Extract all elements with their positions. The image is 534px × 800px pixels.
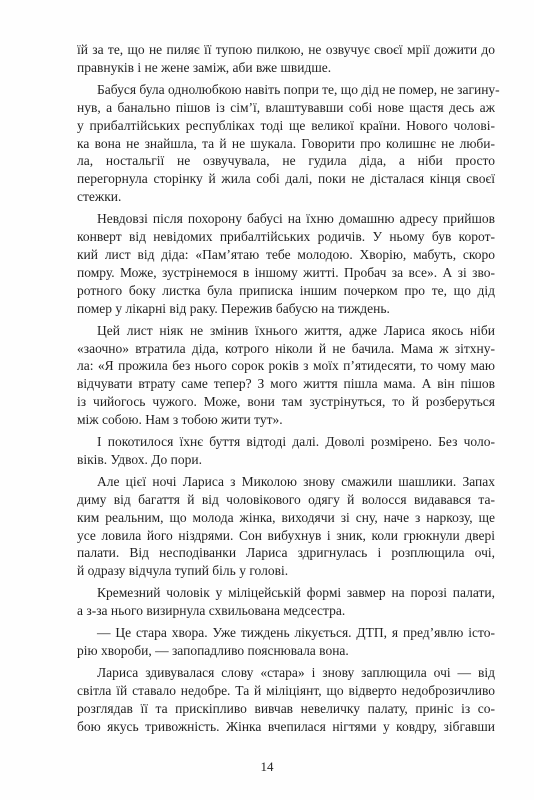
paragraph — [77, 41, 495, 77]
text-line: палати. Від несподіванки Лариса здригнулась і розплющила очі, — [77, 545, 495, 561]
paragraph — [77, 81, 500, 206]
text-line: помер у лікарні від раку. Пережив бабусю на тиждень. — [77, 300, 390, 316]
text-line: Але цієї ночі Лариса з Миколою знову смажили шашлики. Запах — [97, 473, 495, 489]
text-line: правнуків і не жене заміж, аби вже швидше. — [77, 59, 332, 75]
text-line: ла: «Я прожила без нього сорок років з моїх п’ятидесяти, то чому маю — [77, 358, 495, 374]
paragraph — [77, 624, 495, 660]
text-line: ла, ностальгії не озвучувала, не гудила діда, а ніби просто — [77, 153, 495, 169]
text-line: світла їй ставало недобре. Та й міліціянт, що відверто недоброзичливо — [77, 682, 495, 698]
text-line: диму від багаття й від чоловікового одягу й волосся видавався та- — [77, 491, 495, 507]
body-text — [77, 41, 500, 736]
paragraph — [77, 322, 495, 429]
text-line: Цей лист ніяк не змінив їхнього життя, адже Лариса якось ніби — [97, 322, 495, 338]
text-line: «заочно» втратила діда, котрого ніколи й не бачила. Мама ж зітхну- — [77, 340, 495, 356]
text-line: між собою. Нам з тобою жити тут». — [77, 412, 283, 428]
text-line: І покотилося їхнє буття відтоді далі. Доволі розмірено. Без чоло- — [97, 434, 495, 450]
text-line: Кремезний чоловік у міліцейській формі завмер на порозі палати, — [97, 585, 495, 601]
text-line: конверт від невідомих прибалтійських родичів. У ньому був корот- — [77, 229, 495, 245]
text-line: перегорнула сторінку й жила собі далі, поки не дісталася кінця своєї — [77, 171, 495, 187]
text-line: ротного боку листка була приписка іншим почерком про те, що дід — [77, 282, 495, 298]
text-line: бою якусь тривожність. Жінка вчепилася нігтями у ковдру, зібгавши — [77, 718, 495, 734]
text-line: віків. Удвох. До пори. — [77, 451, 202, 467]
paragraph — [77, 584, 495, 620]
paragraph — [77, 473, 495, 580]
text-line: — Це стара хвора. Уже тиждень лікується. ДТП, я пред’явлю істо- — [97, 625, 495, 641]
text-line: із чийогось чужого. Може, вони там зустрінуться, то й розберуться — [77, 394, 495, 410]
text-line: кий лист від діда: «Пам’ятаю тебе молодою. Хворію, мабуть, скоро — [77, 246, 495, 262]
text-line: розглядав її та прискіпливо вивчав невеличку палату, приніс із со- — [77, 700, 495, 716]
text-line: Бабуся була однолюбкою навіть попри те, що дід не помер, не загину- — [97, 81, 500, 97]
text-line: й одразу відчула тупий біль у голові. — [77, 563, 289, 579]
paragraph — [77, 433, 495, 469]
text-line: Лариса здивувалася слову «стара» і знову заплющила очі — від — [97, 664, 495, 680]
text-line: стежки. — [77, 189, 122, 205]
text-line: а з-за нього визирнула схвильована медсестра. — [77, 603, 346, 619]
text-line: ка вона не знайшла, та й не шукала. Говорити про колишнє не люби- — [77, 135, 495, 151]
paragraph — [77, 664, 495, 736]
text-line: рію хвороби, — запопадливо пояснювала вона. — [77, 643, 349, 658]
text-line: усе ловила його ніздрями. Сон вибухнув і зник, коли грюкнули двері — [77, 527, 495, 543]
page-number: 14 — [260, 759, 274, 774]
text-line: відчувати втрату саме тепер? З мого життя пішла мама. А він пішов — [77, 376, 495, 392]
text-line: помру. Може, зустрінемося в іншому житті. Пробач за все». А зі зво- — [77, 264, 495, 280]
text-line: ким реальним, що молода жінка, виходячи зі сну, наче з наркозу, ще — [77, 509, 495, 525]
text-line: їй за те, що не пиляє її тупою пилкою, не озвучує своєї мрії дожити до — [77, 42, 495, 57]
text-line: Невдовзі після похорону бабусі на їхню домашню адресу прийшов — [97, 211, 495, 227]
paragraph — [77, 210, 495, 317]
text-line: у прибалтійських республіках тоді ще великої країни. Нового чолові- — [77, 117, 495, 133]
text-line: нув, а банально пішов із сім’ї, влаштувавши собі нове щастя десь аж — [77, 99, 495, 115]
